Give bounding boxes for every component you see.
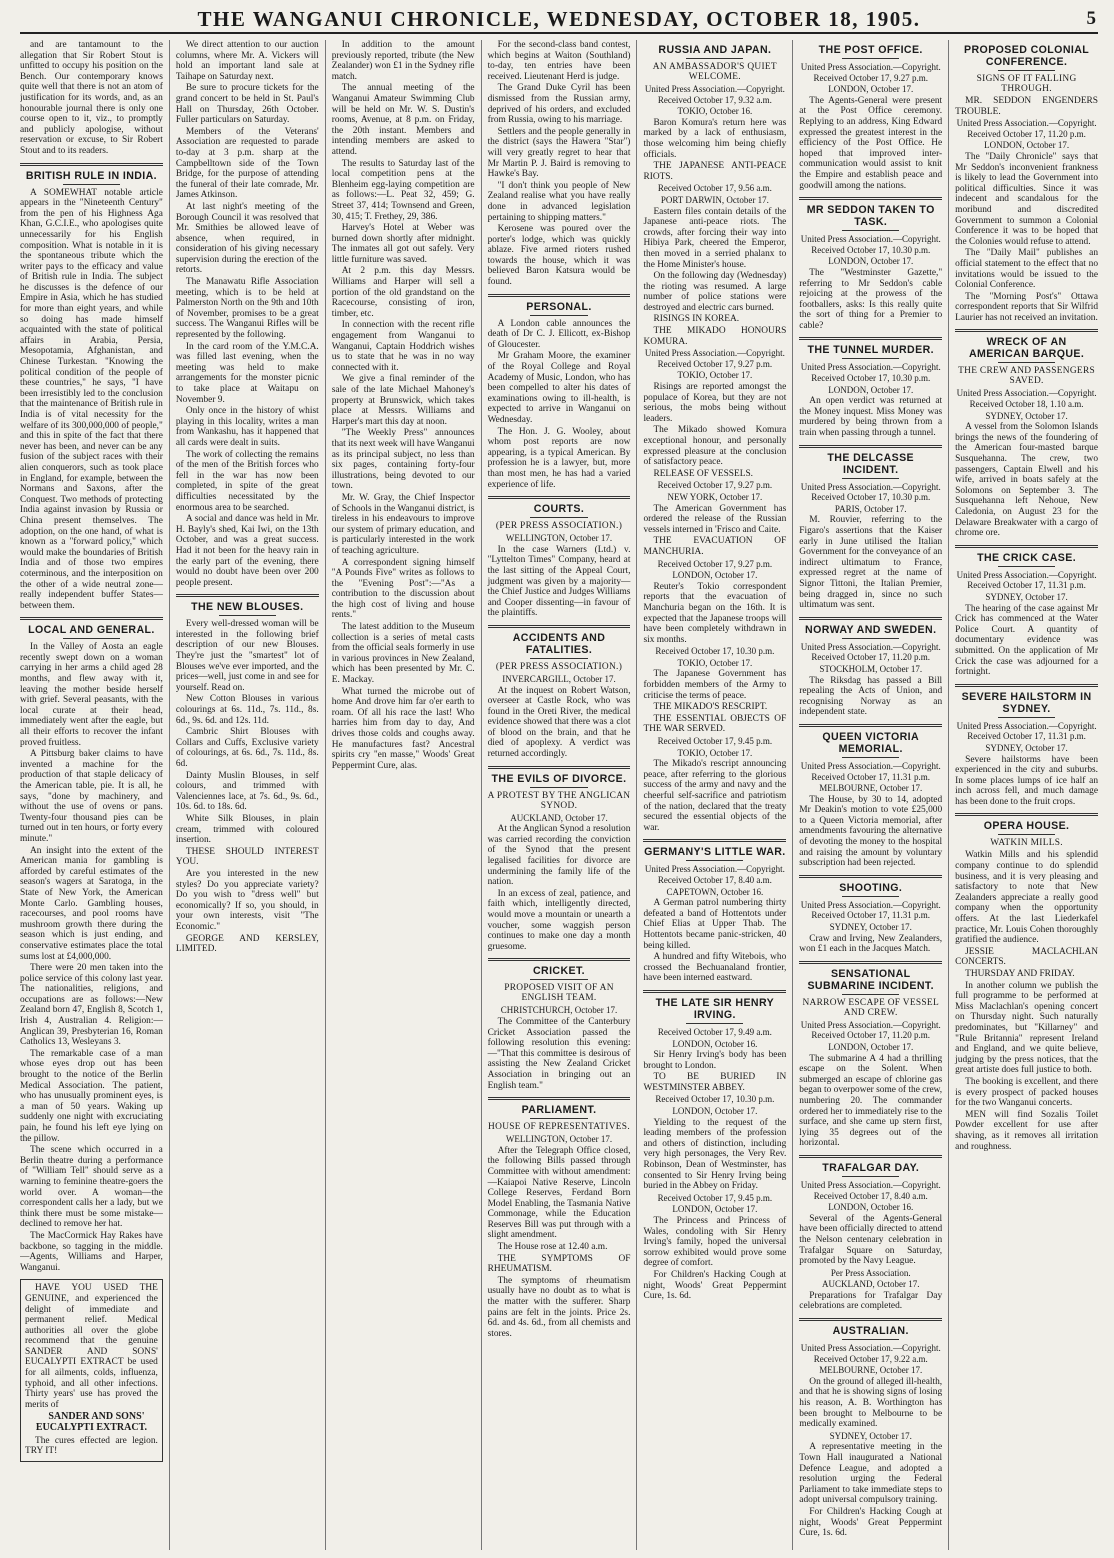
article-paragraph: STOCKHOLM, October 17. (819, 663, 923, 674)
section-divider (799, 1318, 942, 1321)
section-divider (488, 625, 631, 628)
article-paragraph: The Mikado showed Komura exceptional honour, and personally expressed pleasure at the conclusion of satisfactory peace. (643, 425, 787, 468)
column-6 (792, 40, 948, 1550)
article-paragraph: Received October 17, 9.27 p.m. (657, 558, 773, 569)
article-paragraph: In the case Warners (Ltd.) v. "Lyttelton Times" Company, heard at the last sitting of the Appeal Court, judgment was given by a majority—the Chief Justice and Judges Williams and Cooper dissenting—in favour of the plaintiffs. (487, 544, 631, 619)
article-heading: NORWAY AND SWEDEN. (805, 623, 937, 636)
article-paragraph: LONDON, October 17. (828, 84, 914, 95)
article-paragraph: The Agents-General were present at the Post Office ceremony. Replying to an address, King Edward expressed the greatest interest in the efficiency of the Post Office. He hoped that improved inter-communication would assist to knit the Empire and establish peace and goodwill among the nations. (799, 95, 943, 191)
article-paragraph: United Press Association.—Copyright. Received October 17, 9.27 p.m. (644, 348, 785, 369)
article-heading: ACCIDENTS AND FATALITIES. (512, 631, 606, 656)
article-paragraph: SYDNEY, October 17. (829, 1430, 912, 1441)
article-paragraph: PORT DARWIN, October 17. (660, 194, 769, 205)
column-1 (20, 40, 169, 1550)
columns-container (20, 40, 1098, 1550)
article-paragraph: LONDON, October 16. (672, 1038, 758, 1049)
article-paragraph: New Cotton Blouses in various colourings at 6s. 11d., 7s. 11d., 8s. 6d., 9s. 6d. and 12s. 11d. (175, 694, 319, 726)
article-paragraph: INVERCARGILL, October 17. (502, 673, 616, 684)
section-divider (799, 724, 942, 727)
heading-rule (998, 70, 1055, 71)
article-paragraph: The submarine A 4 had a thrilling escape on the Solent. When submerged an escape of chlorine gas began to overpower some of the crew, numbering 20. The commander ordered her to immediately rise to the surface, and she came up stern first, lying 35 degrees out of the horizontal. (799, 1053, 943, 1149)
article-paragraph: The Manawatu Rifle Association meeting, which is to be held at Palmerston North on the 9th and 10th of November, promises to be a great success. The Wanganui Rifles will be represented by the following. (175, 277, 319, 341)
article-subheading: AN AMBASSADOR'S QUIET WELCOME. (652, 62, 777, 82)
article (955, 329, 1098, 538)
section-divider (955, 545, 1098, 548)
article-paragraph: The "Daily Chronicle" says that Mr Seddon's inconvenient frankness is likely to lead the Government into political difficulties. Since it was indecent and scandalous for the moribund and discredited Government to summon a Colonial Conference it was to be hoped that the Colonies would refuse to attend. (955, 151, 1099, 247)
section-divider (643, 990, 786, 993)
article (799, 337, 942, 438)
article-paragraph: A German patrol numbering thirty defeated a band of Hottentots under Chief Elias at Upper Thab. The Hottentots became panic-stricken, 40 being killed. (643, 898, 787, 951)
article-paragraph: LONDON, October 17. (672, 570, 758, 581)
article-heading: SHOOTING. (839, 881, 903, 894)
article-heading: TRAFALGAR DAY. (822, 1161, 920, 1174)
heading-rule (686, 860, 743, 861)
article-paragraph: MR. SEDDON ENGENDERS TROUBLE. (955, 96, 1099, 117)
article-paragraph: A Pittsburg baker claims to have invented a machine for the production of that staple delicacy of the American table, pie. It is all, he says, "done by machinery, and without the use of ovens or pans. Twenty-four thousand pies can be turned out in ten hours, or forty every minute." (20, 749, 163, 844)
section-divider (799, 961, 942, 964)
article (643, 44, 786, 833)
article-paragraph: TOKIO, October 17. (677, 657, 753, 668)
article-paragraph: SANDER AND SONS' EUCALYPTI EXTRACT. (35, 1411, 147, 1434)
article-paragraph: The "Morning Post's" Ottawa correspondent reports that Sir Wilfrid Laurier has not received an invitation. (955, 291, 1099, 323)
article (643, 839, 786, 984)
article-paragraph: The Grand Duke Cyril has been dismissed from the Russian army, deprived of his orders, and excluded from Russia, owing to his marriage. (487, 83, 631, 126)
article-paragraph: Mr Graham Moore, the examiner of the Royal College and Royal Academy of Music, London, who has been compelled to alter his dates of examinations owing to ill-health, is expected to arrive in Wanganui on Wednesday. (487, 351, 631, 425)
article-paragraph: At the inquest on Robert Watson, overseer at Castle Rock, who was found in the Oreti River, the medical evidence showed that there was a clot of blood on the brain, and that he died of apoplexy. A verdict was returned accordingly. (487, 685, 631, 760)
article (799, 875, 942, 955)
section-divider (799, 337, 942, 340)
article-heading: SENSATIONAL SUBMARINE INCIDENT. (807, 967, 934, 992)
heading-rule (842, 994, 899, 995)
article-paragraph: The Princess and Princess of Wales, condoling with Sir Henry Irving's family, hoped the universal sorrow exhibited would prove some degree of comfort. (643, 1216, 787, 1269)
article (643, 990, 786, 1302)
article-paragraph: Members of the Veterans' Association are requested to parade to-day at 3 p.m. sharp at the Campbelltown side of the Town Bridge, for the purpose of attending the funeral of their late comrade, Mr. James Atkinson. (175, 126, 319, 201)
article-heading: THE POST OFFICE. (818, 44, 923, 56)
article-paragraph: SYDNEY, October 17. (985, 742, 1068, 753)
section-divider (488, 496, 631, 499)
article-paragraph: RISINGS IN KOREA. (653, 314, 740, 325)
section-divider (488, 1097, 631, 1100)
page-number: 5 (1086, 8, 1096, 29)
article-paragraph: Per Press Association. (830, 1267, 911, 1278)
article-paragraph: United Press Association.—Copyright. Received October 17, 11.31 p.m. (956, 720, 1097, 742)
article-paragraph: Every well-dressed woman will be interested in the following brief description of our new Blouses. They're just the "smartest" lot of Blouses we've ever imported, and the prices—well, just come in and see for yourself. Read on. (175, 619, 319, 693)
heading-rule (686, 58, 743, 59)
article-paragraph: SYDNEY, October 17. (829, 922, 912, 933)
article-paragraph: United Press Association.—Copyright. Received October 17, 11.20 p.m. (800, 1019, 941, 1041)
article-paragraph: In the Valley of Aosta an eagle recently swept down on a woman carrying in her arms a child aged 28 months, and flew away with it, leaving the mother beside herself with grief. Several peasants, with the local curate at their head, immediately went after the eagle, but all their efforts to recover the infant proved fruitless. (20, 642, 163, 748)
article-paragraph: Settlers and the people generally in the district (says the Hawera "Star") will very greatly regret to hear that Mr Martin P. J. Baird is removing to Hawke's Bay. (487, 126, 631, 180)
article-paragraph: LONDON, October 16. (828, 1202, 914, 1213)
article-paragraph: CHRISTCHURCH, October 17. (500, 1005, 618, 1016)
article-paragraph: United Press Association.—Copyright. Received October 17, 11.20 p.m. (956, 118, 1097, 139)
section-divider (955, 684, 1098, 687)
article-paragraph: We direct attention to our auction columns, where Mr. A. Vickers will hold an important land sale at Taihape on Saturday next. (175, 40, 319, 82)
article-paragraph: After the Telegraph Office closed, the following Bills passed through Committee with without amendment:—Kaiapoi Native Reserve, Lincoln College Reserves, Ferdand Born Model Enabling, the Tasmania Native Commonage, while the Education Reserves Bill was put through with a slight amendment. (487, 1145, 631, 1241)
article (955, 684, 1098, 808)
advertisement (20, 1279, 163, 1462)
article-paragraph: United Press Association.—Copyright. Received October 17, 8.40 a.m. (644, 864, 785, 885)
article-subheading: (PER PRESS ASSOCIATION.) (495, 521, 623, 532)
heading-rule (842, 478, 899, 479)
article-heading: THE DELCASSE INCIDENT. (827, 451, 915, 476)
article-paragraph: Mr. W. Gray, the Chief Inspector of Schools in the Wanganui district, is tireless in his endeavours to improve our system of primary education, and is particularly interested in the work of teaching agriculture. (331, 492, 475, 556)
article-paragraph: LONDON, October 17. (672, 1204, 758, 1215)
article-paragraph: The results to Saturday last of the local competition pens at the Blenheim egg-laying competition are as follows:—L. Peat 32, 459; G. Street 37, 414; Townsend and Green, 30, 415; T. Frethey, 29, 386. (331, 158, 475, 222)
heading-rule (998, 566, 1055, 567)
article-heading: THE LATE SIR HENRY IRVING. (655, 996, 775, 1021)
article-paragraph: Cambric Shirt Blouses with Collars and Cuffs, Exclusive variety of colourings, at 6s. 6d., 7s. 11d., 8s. 6d. (175, 727, 319, 769)
article-paragraph: HAVE YOU USED THE GENUINE, and experienced the delight of immediate and permanent relief. Medical authorities all over the globe recommend that the genuine SANDER AND SONS' EUCALYPTI EXTRACT be used for all ailments, colds, influenza, typhoid, and all other infections. Thirty years' use has proved the merits of (25, 1283, 158, 1410)
article (799, 617, 942, 718)
article-paragraph: Received October 17, 9.49 a.m. (657, 1026, 772, 1037)
article-paragraph: White Silk Blouses, in plain cream, trimmed with coloured insertion. (175, 813, 319, 846)
article-paragraph: Severe hailstorms have been experienced in the city and suburbs. In some places lumps of ice half an inch across fell, and much damage has been done to the fruit crops. (955, 754, 1099, 807)
article-paragraph: A correspondent signing himself "A Pounds Five" writes as follows to the "Evening Post":—"As a contribution to the discussion about the high cost of living and house rents." (331, 557, 475, 621)
article-paragraph: The "Daily Mail" publishes an official statement to the effect that no invitations would be issued to the Colonial Conference. (955, 248, 1099, 291)
article-paragraph: LONDON, October 17. (984, 140, 1070, 151)
article (488, 625, 631, 760)
article-paragraph: WELLINGTON, October 17. (505, 1134, 613, 1145)
article-paragraph: We give a final reminder of the sale of the late Michael Mahoney's property at Brunswick, which takes place at Messrs. Williams and Harper's mart this day at noon. (331, 374, 475, 427)
article-paragraph: LONDON, October 17. (828, 384, 914, 395)
article-paragraph: Eastern files contain details of the Japanese anti-peace riots. The crowds, after forcing their way into Hibiya Park, cheered the Emperor, then moved in a serried phalanx to the Home Minister's house. (643, 206, 787, 270)
section-divider (799, 1155, 942, 1158)
article-paragraph: NEW YORK, October 17. (667, 491, 763, 502)
article-paragraph: United Press Association.—Copyright. Received October 17, 8.40 a.m. (800, 1179, 941, 1201)
article-paragraph: Dainty Muslin Blouses, in self colours, and trimmed with Valenciennes lace, at 7s. 6d., 9s. 6d., 10s. 6d. to 18s. 6d. (175, 770, 319, 813)
article-paragraph: A London cable announces the death of Dr C. J. Ellicott, ex-Bishop of Gloucester. (487, 318, 631, 350)
article-paragraph: Watkin Mills and his splendid company continue to do splendid business, and it is very pleasing and satisfactory to note that New Zealanders appreciate a really good company when the opportunity offers. At the last Liederkafel practice, Mr. Louis Cohen thoroughly gratified the audience. (955, 850, 1099, 946)
article-paragraph: LONDON, October 17. (828, 256, 914, 267)
article-paragraph: PARIS, October 17. (834, 503, 907, 514)
section-divider (488, 294, 631, 297)
article-subheading: HOUSE OF REPRESENTATIVES. (488, 1122, 630, 1133)
article-paragraph: Preparations for Trafalgar Day celebrations are completed. (799, 1290, 943, 1312)
article-heading: LOCAL AND GENERAL. (28, 624, 155, 637)
article-subheading: WATKIN MILLS. (990, 838, 1063, 849)
article-paragraph: The Hon. J. G. Wooley, about whom post reports are now appearing, is a typical American. By profession he is a lawyer, but, more than most men, he has had a varied experience of life. (487, 426, 631, 490)
article-paragraph: CAPETOWN, October 16. (666, 886, 764, 897)
heading-rule (530, 979, 587, 980)
article-paragraph: In an excess of zeal, patience, and faith which, intelligently directed, would move a mountain or unearth a voucher, some waggish person continues to make one day a month gruesome. (487, 888, 631, 952)
column-7 (948, 40, 1098, 1550)
article (799, 961, 942, 1149)
column-2 (169, 40, 325, 1550)
article-subheading: SIGNS OF IT FALLING THROUGH. (976, 74, 1077, 94)
article-paragraph: RELEASE OF VESSELS. (653, 468, 754, 479)
article-paragraph: The symptoms of rheumatism usually have no doubt as to what is the matter with the sufferer. Sharp pains are felt in the joints. Price 2s. 6d. and 4s. 6d., from all chemists and stores. (487, 1275, 631, 1339)
section-divider (488, 958, 631, 961)
heading-rule (842, 757, 899, 758)
article-paragraph: THE EVACUATION OF MANCHURIA. (643, 536, 787, 557)
article (488, 1097, 631, 1339)
article-paragraph: JESSIE MACLACHLAN CONCERTS. (955, 946, 1099, 968)
article-paragraph: WELLINGTON, October 17. (505, 533, 613, 544)
article (799, 445, 942, 611)
article-paragraph: The House, by 30 to 14, adopted Mr Deakin's motion to vote £25,000 to a Queen Victoria memorial, after amendments favouring the alternative of devoting the money to the hospital and raising the amount by voluntary subscription had been rejected. (799, 794, 943, 869)
article-paragraph: MEN will find Sozalis Toilet Powder excellent for use after shaving, as it removes all irritation and roughness. (955, 1109, 1099, 1152)
article-paragraph: TO BE BURIED IN WESTMINSTER ABBEY. (643, 1072, 787, 1093)
article-paragraph: A representative meeting in the Town Hall inaugurated a National Defence League, and adopted a resolution urging the Federal Parliament to take immediate steps to adopt universal compulsory training. (799, 1442, 943, 1506)
article-paragraph: THURSDAY AND FRIDAY. (965, 969, 1075, 979)
article-paragraph: TOKIO, October 16. (677, 106, 753, 117)
article-paragraph: In addition to the amount previously reported, tribute (the New Zealander) won £1 in the Sydney rifle match. (331, 40, 475, 82)
masthead-title: THE WANGANUI CHRONICLE, WEDNESDAY, OCTOBER 18, 1905. (197, 6, 921, 31)
article (799, 44, 942, 191)
article (488, 496, 631, 619)
article-heading: SEVERE HAILSTORM IN SYDNEY. (961, 690, 1092, 715)
heading-rule (842, 358, 899, 359)
section-divider (643, 839, 786, 842)
article-paragraph: At the Anglican Synod a resolution was carried recording the conviction of the Synod that the present legalised facilities for divorce are undermining the family life of the nation. (487, 824, 631, 888)
article-paragraph: THE MIKADO'S RESCRIPT. (653, 702, 768, 713)
article-paragraph: A social and dance was held in Mr. H. Bayly's shed, Kai Iwi, on the 13th October, and was a great success. Had it not been for the heavy rain in the early part of the evening, there would no doubt have been over 200 people present. (175, 514, 319, 588)
article (799, 724, 942, 869)
article-paragraph: A SOMEWHAT notable article appears in the "Nineteenth Century" from the pen of his Highness Aga Khan, G.C.I.E., who apologises quite unnecessarily for his English composition. What is notable in it is the spontaneous tribute which the writer pays to the efficacy and value of British rule in India. The subject he discusses is the defence of our Empire in Asia, which he has studied for more than eight years, and while so doing has made himself acquainted with the state of political affairs in Arabia, Persia, Mesopotamia, Afghanistan, and Chinese Turkestan. "Knowing the political condition of the people of these countries," he says, "I have been irresistibly led to the conclusion that the maintenance of British rule in India is of vital necessity for the welfare of its 300,000,000 of people," and this in spite of the fact that there never has been, and never can be any fusion of the subject races with their alien conquerors, such as took place in England, for example, between the Normans and Saxons, after the Conquest. Two methods of protecting India against invasion by Russia or China present themselves. The adoption, on the one hand, of what is known as a "forward policy," which would make the boundaries of British India and of those two empires coterminous, and the interposition on the other of a wide neutral zone—really independent buffer States—between them. (20, 187, 163, 611)
article-paragraph: On the ground of alleged ill-health, and that he is showing signs of losing his reason, A. B. Worthington has been brought to Melbourne to be medically examined. (799, 1376, 943, 1430)
article (488, 766, 631, 953)
section-divider (20, 617, 163, 620)
article-heading: THE TUNNEL MURDER. (807, 344, 934, 357)
article (20, 163, 163, 612)
article-paragraph: Yielding to the request of the leading members of the profession and others of distinction, including very high personages, the Very Rev. Robinson, Dean of Westminster, has consented to Sir Henry Irving being buried in the Abbey on Friday. (643, 1117, 787, 1192)
article-heading: AUSTRALIAN. (832, 1325, 909, 1338)
article-paragraph: "The Weekly Press" announces that its next week will have Wanganui as its principal subject, no less than six pages, containing forty-four illustrations, being devoted to our town. (331, 428, 475, 492)
article-heading: THE CRICK CASE. (977, 551, 1077, 564)
article-subheading: PROPOSED VISIT OF AN ENGLISH TEAM. (504, 983, 614, 1004)
article-paragraph: The scene which occurred in a Berlin theatre during a performance of "William Tell" should serve as a warning to feminine theatre-goers the world over. A woman—the correspondent calls her a lady, but we think there must be some mistake—declined to remove her hat. (20, 1145, 163, 1230)
article-paragraph: Risings are reported amongst the populace of Korea, but they are not serious, the mobs being without leaders. (643, 382, 787, 424)
article-paragraph: The "Westminster Gazette," referring to Mr Seddon's cable rejoicing at the prowess of the footballers, asks: Is this really quite the sort of thing for a Premier to cable? (799, 267, 943, 331)
article-paragraph: The cures effected are legion. TRY IT! (25, 1435, 158, 1457)
heading-rule (842, 1176, 899, 1177)
article-paragraph: In the card room of the Y.M.C.A. was filled last evening, when the meeting was held to make arrangements for the monster picnic to take place at Waitapu on November 9. (175, 341, 319, 405)
article-paragraph: United Press Association.—Copyright. Received October 17, 11.31 p.m. (800, 760, 941, 782)
article-paragraph: The annual meeting of the Wanganui Amateur Swimming Club will be held on Mr. W. S. Dustin's rooms, Avenue, at 8 p.m. on Friday, the 20th instant. Members and intending members are asked to attend. (331, 83, 475, 157)
article-heading: GERMANY'S LITTLE WAR. (644, 846, 786, 859)
article-paragraph: Kerosene was poured over the porter's lodge, which was quickly ablaze. Five armed rioters rushed towards the house, which it was believed Baron Katsura would be found. (487, 224, 631, 288)
article-paragraph: The latest addition to the Museum collection is a series of metal casts from the official seals formerly in use in various provinces in New Zealand, which has been presented by Mr. C. E. Mackay. (331, 622, 475, 686)
article-paragraph: LONDON, October 17. (828, 1042, 914, 1052)
section-divider (799, 617, 942, 620)
article-paragraph: TOKIO, October 17. (677, 747, 753, 758)
article-heading: CRICKET. (532, 965, 586, 978)
article-paragraph: "I don't think you people of New Zealand realise what you have really done in advanced legislation pertaining to shipping matters." (487, 180, 631, 223)
column-4 (481, 40, 637, 1550)
article-paragraph: United Press Association.—Copyright. Received October 17, 9.27 p.m. (800, 62, 941, 83)
article (488, 958, 631, 1091)
article-heading: QUEEN VICTORIA MEMORIAL. (822, 730, 920, 755)
article-paragraph: United Press Association.—Copyright. Received October 17, 10.30 p.m. (800, 481, 941, 503)
article-paragraph: In connection with the recent rifle engagement from Wanganui to Wanganui, Captain Hoddrich wishes us to state that he was in no way connected with it. (331, 320, 475, 373)
article-paragraph: The American Government has ordered the release of the Russian vessels interned in 'Frisco and Caite. (643, 503, 787, 535)
article-paragraph: For the second-class band contest, which begins at Waiton (Southland) to-day, ten entries have been received. Lieutenant Herd is judge. (487, 40, 631, 82)
article-paragraph: A hundred and fifty Witebois, who crossed the Bechuanaland frontier, have been interned eastward. (643, 952, 787, 984)
article-paragraph: AUCKLAND, October 17. (510, 812, 608, 823)
heading-rule (63, 184, 120, 185)
article-paragraph: The Japanese Government has forbidden members of the Army to criticise the terms of peace. (643, 669, 787, 701)
section-divider (488, 766, 631, 769)
article-heading: PARLIAMENT. (521, 1104, 597, 1117)
article-paragraph: The Riksdag has passed a Bill repealing the Acts of Union, and recognising Norway as an independent state. (799, 675, 943, 718)
article-heading: THE EVILS OF DIVORCE. (491, 772, 627, 785)
article-paragraph: A vessel from the Solomon Islands brings the news of the foundering of the American four-masted barque Susquehanna. The crew, two passengers, Captain Elwell and his wife, arrived in boats safely at the Solomons on September 3. The Susquehanna left Nehoue, New Caledonia, on August 23 for the Delaware Breakwater with a cargo of chrome ore. (955, 422, 1099, 539)
article-paragraph: Craw and Irving, New Zealanders, won £1 each in the Jacques Match. (799, 933, 943, 955)
article-paragraph: Be sure to procure tickets for the grand concert to be held in St. Paul's Hall on Thursday, 26th October. Fuller particulars on Saturday. (175, 83, 319, 126)
article (799, 1155, 942, 1312)
article (488, 40, 631, 288)
article-paragraph: An open verdict was returned at the Money inquest. Miss Money was murdered by being thrown from a train when passing through a tunnel. (799, 396, 943, 439)
article-paragraph: Received October 17, 10.30 p.m. (655, 1094, 775, 1105)
article-paragraph: The Mikado's rescript announcing peace, after referring to the glorious success of the army and navy and the cheerful self-sacrifice and patriotism of the nation, declared that the treaty secured the essential objects of the war. (643, 759, 787, 833)
article-paragraph: Harvey's Hotel at Weber was burned down shortly after midnight. The inmates all got out safely. Very little furniture was saved. (331, 223, 475, 265)
article (176, 40, 319, 588)
article-subheading: NARROW ESCAPE OF VESSEL AND CREW. (802, 997, 939, 1018)
article-paragraph: Received October 17, 9.27 p.m. (657, 480, 773, 491)
article-paragraph: THE MIKADO HONOURS KOMURA. (643, 326, 787, 347)
article-paragraph: THESE SHOULD INTEREST YOU. (175, 846, 319, 868)
article-paragraph: Received October 17, 9.45 p.m. (657, 736, 773, 747)
article-paragraph: SYDNEY, October 17. (985, 410, 1068, 421)
heading-rule (998, 362, 1055, 363)
article-paragraph: United Press Association.—Copyright. Received October 17, 9.22 a.m. (800, 1343, 941, 1364)
article-paragraph: TOKIO, October 17. (677, 370, 753, 381)
article-paragraph: The hearing of the case against Mr Crick has commenced at the Water Police Court. A quantity of documentary evidence was submitted. On the application of Mr Crick the case was adjourned for a fortnight. (955, 603, 1099, 678)
heading-rule (842, 230, 899, 231)
article-paragraph: There were 20 men taken into the police service of this colony last year. The nationalities, religions, and occupations are as follows:—New Zealand born 47, English 8, Scotch 1, Irish 4, Australian 4. Religion:—Anglican 39, Presbyterian 16, Roman Catholics 13, Wesleyans 3. (20, 963, 163, 1048)
article-paragraph: Are you interested in the new styles? Do you appreciate variety? Do you wish to "dress well" but economically? If so, you should, in your own interests, visit "The Economic." (175, 868, 319, 932)
article-paragraph: THE SYMPTOMS OF RHEUMATISM. (487, 1253, 631, 1275)
article-paragraph: Several of the Agents-General have been officially directed to attend the Nelson centenary celebration in Trafalgar Square on Saturday, promoted by the Navy League. (799, 1213, 943, 1267)
article-paragraph: United Press Association.—Copyright. Received October 17, 11.20 p.m. (800, 641, 941, 663)
article-heading: RUSSIA AND JAPAN. (658, 44, 772, 56)
article (488, 294, 631, 491)
article-heading: THE NEW BLOUSES. (191, 601, 304, 614)
article-subheading: A PROTEST BY THE ANGLICAN SYNOD. (487, 790, 631, 811)
article-paragraph: MELBOURNE, October 17. (819, 1365, 923, 1376)
article-paragraph: LONDON, October 17. (672, 1106, 758, 1117)
article (799, 197, 942, 331)
heading-rule (842, 58, 899, 59)
article-paragraph: In another column we publish the full programme to be performed at Miss Maclachlan's opening concert on Thursday night. Such naturally predominates, but "Killarney" and "Rule Britannia" represent Ireland and England, and we quite believe, judging by the press notices, that the great artiste does full justice to both. (955, 980, 1099, 1076)
section-divider (799, 197, 942, 200)
article-paragraph: GEORGE AND KERSLEY, LIMITED. (175, 933, 319, 955)
article-subheading: (PER PRESS ASSOCIATION.) (495, 661, 623, 672)
article-paragraph: THE JAPANESE ANTI-PEACE RIOTS. (643, 161, 787, 182)
article-paragraph: For Children's Hacking Cough at night, Woods' Great Peppermint Cure, 1s. 6d. (643, 1269, 787, 1302)
article-heading: WRECK OF AN AMERICAN BARQUE. (968, 336, 1085, 361)
article-paragraph: Sir Henry Irving's body has been brought to London. (643, 1050, 787, 1071)
article-paragraph: At last night's meeting of the Borough Council it was resolved that Mr. Smithies be allowed leave of absence, when required, in consideration of his giving necessary supervision during the erection of the retorts. (175, 201, 319, 276)
article-subheading: THE CREW AND PASSENGERS SAVED. (958, 366, 1096, 387)
article-paragraph: Received October 17, 9.45 p.m. (657, 1192, 773, 1203)
article-paragraph: Baron Komura's return here was marked by a lack of enthusiasm, those welcoming him being chiefly officials. (643, 117, 787, 160)
section-divider (20, 163, 163, 166)
article-paragraph: Reuter's Tokio correspondent reports that the evacuation of Manchuria began on the 16th. It is expected that the Japanese troops will have been completely withdrawn in six months. (643, 581, 787, 645)
column-5 (636, 40, 792, 1550)
article-paragraph: SYDNEY, October 17. (985, 591, 1068, 602)
article-heading: BRITISH RULE IN INDIA. (25, 169, 158, 182)
heading-rule (530, 517, 587, 518)
article-paragraph: United Press Association.—Copyright. Received October 17, 10.30 p.m. (800, 234, 941, 255)
article-paragraph: Received October 17, 10.30 p.m. (655, 646, 775, 657)
article-paragraph: MELBOURNE, October 17. (819, 783, 923, 794)
article-paragraph: Received October 17, 9.56 a.m. (657, 183, 772, 194)
article-paragraph: United Press Association.—Copyright. Received October 18, 1.10 a.m. (956, 388, 1097, 410)
heading-rule (530, 787, 587, 788)
heading-rule (842, 1339, 899, 1340)
article-paragraph: Only once in the history of whist playing in this locality, writes a man from Wankashu, has it happened that all cards were dealt in suits. (175, 406, 319, 448)
article (799, 1318, 942, 1539)
section-divider (176, 594, 319, 597)
article-paragraph: An insight into the extent of the American mania for gambling is afforded by careful estimates of the season's wagers at Saratoga, in the State of New York, the American Monte Carlo. Gambling houses, racecourses, and pool rooms have mushroom growth there during the season which is just ending, and conservative estimates place the total sums lost at £4,000,000. (20, 845, 163, 962)
heading-rule (842, 896, 899, 897)
article-heading: PERSONAL. (526, 300, 592, 313)
article-paragraph: The remarkable case of a man whose eyes drop out has been brought to the notice of the Berlin Medical Association. The patient, who has unusually prominent eyes, is a man of 50 years. Waking up suddenly one night with excruciating pain, he found his left eye lying on the pillow. (20, 1048, 163, 1144)
section-divider (955, 813, 1098, 816)
article-paragraph: United Press Association.—Copyright. Received October 17, 11.31 p.m. (956, 569, 1097, 591)
heading-rule (530, 658, 587, 659)
article-heading: PROPOSED COLONIAL CONFERENCE. (964, 44, 1090, 68)
article (20, 40, 163, 157)
article-paragraph: For Children's Hacking Cough at night, Woods' Great Peppermint Cure, 1s. 6d. (799, 1506, 943, 1539)
section-divider (955, 329, 1098, 332)
article-paragraph: What turned the microbe out of home And drove him far o'er earth to roam. Of all his race the last! Who harries him from day to day, And drives those colds and coughs away. He manufactures fast? Ancestral spirits cry "en masse," Woods' Great Peppermint Cure, alas. (331, 686, 475, 771)
masthead (20, 6, 1098, 34)
article-heading: MR SEDDON TAKEN TO TASK. (806, 204, 935, 229)
heading-rule (842, 638, 899, 639)
heading-rule (219, 615, 276, 616)
article-paragraph: The House rose at 12.40 a.m. (497, 1242, 608, 1253)
article-paragraph: The MacCormick Hay Rakes have backbone, so tagging in the middle.—Agents, Williams and Harper, Wanganui. (20, 1230, 163, 1273)
column-3 (325, 40, 481, 1550)
heading-rule (686, 1023, 743, 1024)
article (955, 545, 1098, 678)
article (176, 594, 319, 954)
article-paragraph: United Press Association.—Copyright. Received October 17, 10.30 p.m. (800, 362, 941, 384)
article-paragraph: At 2 p.m. this day Messrs. Williams and Harper will sell a portion of the old grandstand on the Racecourse, consisting of iron, timber, etc. (331, 266, 475, 319)
article-paragraph: The work of collecting the remains of the men of the British forces who fell in the war has now been completed, in spite of the great difficulties necessitated by the enormous area to be searched. (175, 449, 319, 513)
article-paragraph: United Press Association.—Copyright. Received October 17, 9.32 a.m. (644, 84, 785, 105)
heading-rule (998, 717, 1055, 718)
article (955, 813, 1098, 1152)
heading-rule (998, 834, 1055, 835)
article (20, 617, 163, 1273)
section-divider (799, 875, 942, 878)
article-heading: OPERA HOUSE. (983, 820, 1070, 833)
section-divider (799, 445, 942, 448)
article-paragraph: United Press Association.—Copyright. Received October 17, 11.31 p.m. (800, 899, 941, 921)
article (332, 40, 475, 771)
article-paragraph: The Committee of the Canterbury Cricket Association passed the following resolution this evening:—"That this committee is desirous of assisting the New Zealand Cricket Association in bringing out an English team." (487, 1016, 631, 1091)
article (955, 44, 1098, 323)
article-paragraph: M. Rouvier, referring to the Figaro's assertions that the Kaiser early in June utilised the Italian Government for the conveyance of an indirect ultimatum to France, expressed regret at the name of Signor Tittoni, the Italian Premier, being dragged in, since no such ultimatum was sent. (799, 515, 943, 611)
heading-rule (530, 315, 587, 316)
article-paragraph: THE ESSENTIAL OBJECTS OF THE WAR SERVED. (643, 713, 787, 735)
article-paragraph: On the following day (Wednesday) the rioting was resumed. A large number of police stations were destroyed and electric cars burned. (643, 271, 787, 313)
article-paragraph: and are tantamount to the allegation that Sir Robert Stout is unfitted to occupy his position on the Bench. Our contemporary knows quite well that there is not an atom of justification for its words, and, as an honourable journal there is only one course open to it, viz., to promptly and publicly apologise, without reservation or excuse, to Sir Robert Stout and to its readers. (20, 40, 163, 156)
article-heading: COURTS. (533, 503, 585, 516)
article-paragraph: AUCKLAND, October 17. (821, 1279, 920, 1290)
heading-rule (530, 1118, 587, 1119)
heading-rule (63, 638, 120, 639)
article-paragraph: The booking is excellent, and there is every prospect of packed houses for the two Wanganui concerts. (955, 1076, 1099, 1109)
